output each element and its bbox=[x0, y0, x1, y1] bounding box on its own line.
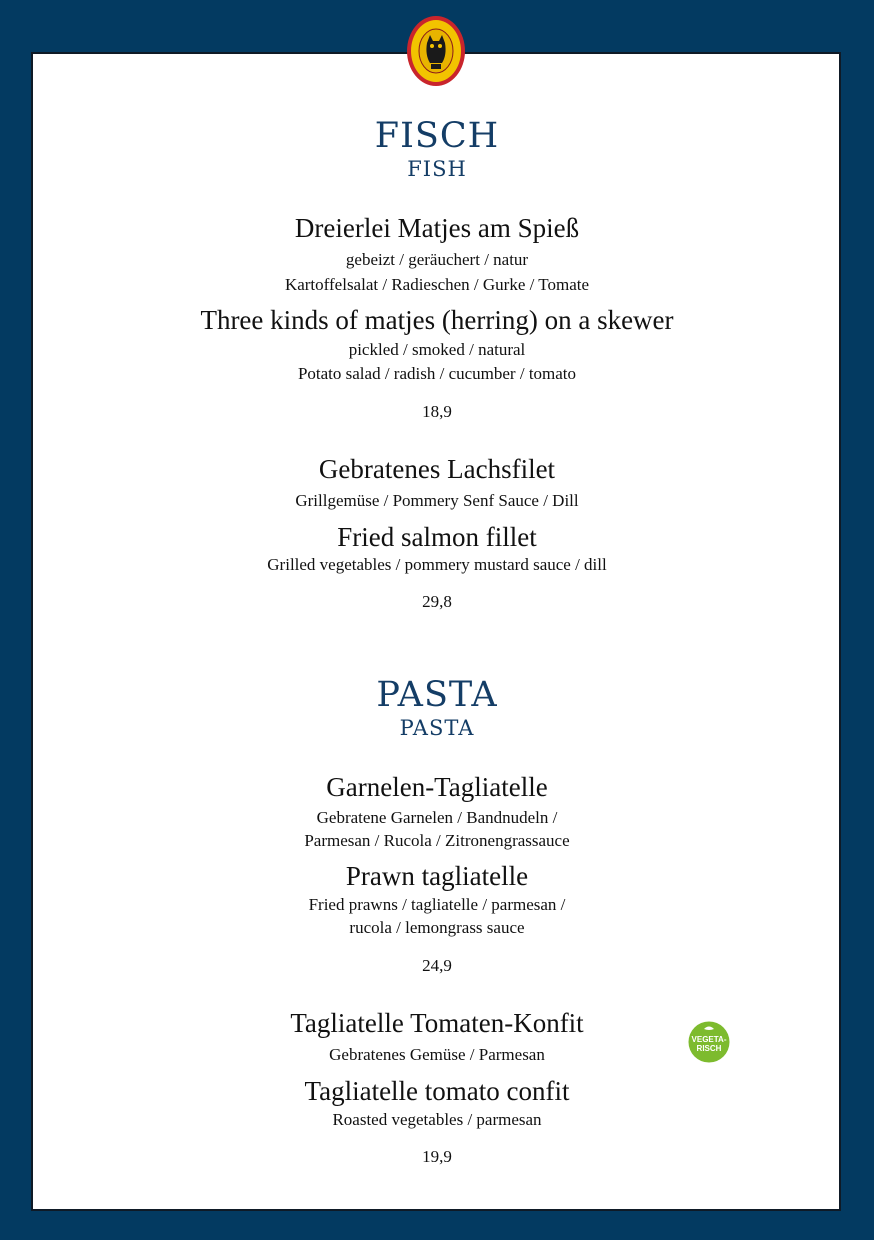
dish-desc-en: Grilled vegetables / pommery mustard sauce / dill bbox=[267, 555, 607, 574]
section-title-fisch: FISCH bbox=[374, 116, 500, 156]
dish-desc-en: rucola / lemongrass sauce bbox=[349, 918, 525, 937]
dish-name-en: Three kinds of matjes (herring) on a skewer bbox=[200, 305, 674, 335]
dish-name-de: Gebratenes Lachsfilet bbox=[318, 454, 556, 484]
dish-price: 24,9 bbox=[422, 956, 452, 975]
dish-desc-de: Gebratene Garnelen / Bandnudeln / bbox=[316, 808, 558, 827]
section-subtitle-fish: FISH bbox=[407, 157, 467, 181]
dish-desc-de: Grillgemüse / Pommery Senf Sauce / Dill bbox=[295, 491, 579, 510]
dish-name-de: Tagliatelle Tomaten-Konfit bbox=[290, 1008, 584, 1038]
dish-desc-de: gebeizt / geräuchert / natur bbox=[345, 250, 529, 269]
dish-name-en: Prawn tagliatelle bbox=[345, 861, 529, 891]
dish-name-de: Garnelen-Tagliatelle bbox=[326, 772, 548, 802]
dish-desc-de: Parmesan / Rucola / Zitronengrassauce bbox=[304, 831, 570, 850]
dish-desc-en: Fried prawns / tagliatelle / parmesan / bbox=[308, 895, 566, 914]
dish-desc-en: pickled / smoked / natural bbox=[348, 340, 526, 359]
dish-price: 29,8 bbox=[422, 592, 452, 611]
dish-name-de: Dreierlei Matjes am Spieß bbox=[294, 213, 580, 243]
crest-logo-icon bbox=[406, 15, 466, 87]
dish-price: 19,9 bbox=[422, 1147, 452, 1166]
dish-price: 18,9 bbox=[422, 402, 452, 421]
dish-desc-en: Potato salad / radish / cucumber / tomato bbox=[297, 364, 577, 383]
section-subtitle-pasta: PASTA bbox=[399, 716, 475, 740]
dish-desc-de: Gebratenes Gemüse / Parmesan bbox=[329, 1045, 545, 1064]
badge-line-2: RISCH bbox=[696, 1044, 722, 1053]
vegetarian-leaf-icon bbox=[688, 1021, 730, 1063]
section-title-pasta: PASTA bbox=[376, 675, 498, 715]
dish-desc-en: Roasted vegetables / parmesan bbox=[332, 1110, 542, 1129]
badge-line-1: VEGETA- bbox=[691, 1035, 727, 1044]
dish-name-en: Fried salmon fillet bbox=[337, 522, 537, 552]
dish-name-en: Tagliatelle tomato confit bbox=[304, 1076, 570, 1106]
dish-desc-de: Kartoffelsalat / Radieschen / Gurke / Tomate bbox=[284, 275, 590, 294]
